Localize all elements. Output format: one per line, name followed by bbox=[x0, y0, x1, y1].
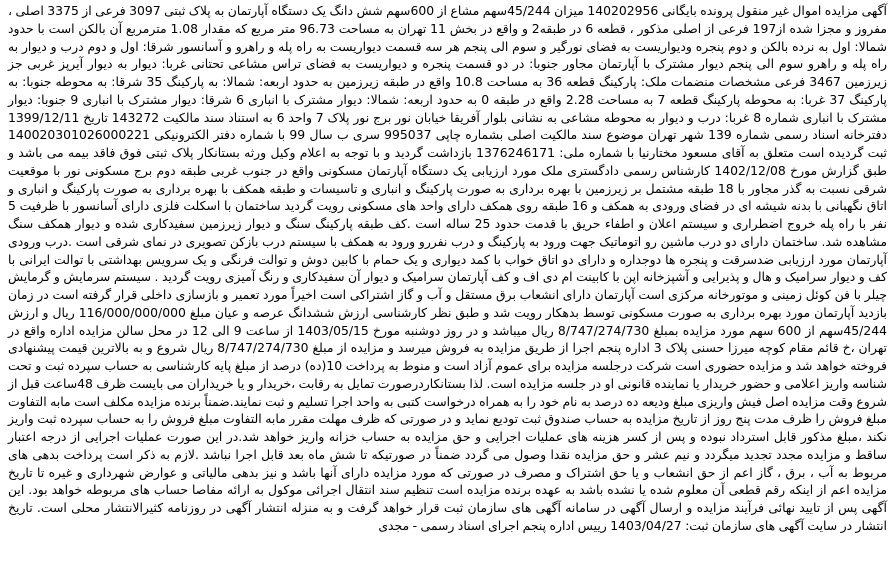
auction-notice-body: آگهی مزایده اموال غیر منقول پرونده بایگانی 140202956 میزان 45/244سهم مشاع از 600سهم شش دانگ یک دستگاه آپارتمان به پلاک ثبتی 3097 فرعی از 3375 اصلی ، مفروز و مجزا شده از197 فرعی از اصلی مذکور ، قطعه 6 در طبقه2 و واقع در بخش 11 تهران به مساحت 96.73 متر مربع که مقدار 1.08 مترمربع آن بالکن است با حدود شمالا: اول به نرده بالکن و دوم پنجره ودیواریست به فضای نورگیر و سوم الی پنجم هر سه قسمت دیواریست به راه پله و راهرو و آسانسور شرقا: اول و دوم درب و دیوار به راه پله و راهرو سوم الی پنجم دیوار مشترک با آپارتمان مجاور جنوبا: در دو قسمت پنجره و دیواریست به فضای تراس مشاعی تحتانی غربا: دیوار به دیوار آیرپز غربی جز زیرزمین 3467 فرعی مشخصات منضمات ملک: پارکینگ قطعه 36 به مساحت 10.8 واقع در طبقه زیرزمین به حدود اربعه: شمالا: به پارکینگ 35 شرقا: به محوطه جنوبا: به پارکینگ 37 غربا: به محوطه پارکینگ قطعه 7 به مساحت 2.28 واقع در طبقه 0 به حدود اربعه: شمالا: دیوار مشترک با انباری 6 شرقا: دیوار مشترک با انباری 9 جنوبا: دیوار مشترک با انباری شماره 8 غربا: درب و دیوار به محوطه مشاعی به نشانی بلوار آفریقا خیابان نور برج نور پلاک 7 واحد 6 به استناد سند مالکیت 143272 تاریخ 1399/12/11 دفترخانه اسناد رسمی شماره 139 شهر تهران موضوع سند مالکیت اصلی بشماره چاپی 995037 سری ب سال 99 با شماره دفتر الکترونیکی 140020301026000221 ثبت گردیده است متعلق به آقای مسعود مختارنیا با شماره ملی: 1376246171 بازداشت گردید و با توجه به اعلام وکیل ورثه بستانکار پلاک ثبتی فوق فاقد بیمه می باشد و طبق گزارش مورخ 1402/12/08 کارشناس رسمی دادگستری ملک مورد ارزیابی یک دستگاه آپارتمان مسکونی واقع در جنوب غربی طبقه دوم برج مسکونی نور با موقعیت شرقی نسبت به گذر مجاور با 18 طبقه مشتمل بر زیرزمین با بهره برداری به صورت پارکینگ و انباری و تاسیسات و طبقه همکف با بهره برداری به صورت پارکینگ و انباری و اتاق نگهبانی با بدنه شیشه ای در فضای ورودی به همکف و 16 طبقه روی همکف دارای واحد های مسکونی رویت گردید ساختمان با اسکلت فلزی دارای آسانسور با ظرفیت 5 نفر با راه پله خروج اضطراری و سیستم اعلان و اطفاء حریق با قدمت حدود 25 ساله است .کف طبقه پارکینگ سنگ و دیوار زیرزمین سفیدکاری شده و دیوار همکف سنگ مشاهده شد. ساختمان دارای دو درب ماشین رو اتوماتیک جهت ورود به پارکینگ و درب نفررو ورود به همکف با سیستم درب بازکن تصویری در نمای شرقی است .درب ورودی آپارتمان مورد ارزیابی ضدسرقت و پنجره ها دوجداره و دارای دو اتاق خواب با کمد دیواری و یک حمام با کابین دوش و توالت فرنگی و یک سرویس بهداشتی با توالت ایرانی با کف و دیوار سرامیک و هال و پذیرایی و آشپزخانه اپن با کابینت ام دی اف و کف آپارتمان سرامیک و دیوار آن سفیدکاری و رنگ آمیزی رویت گردید . سیستم سرمایش و گرمایش چیلر با فن کوئل زمینی و موتورخانه مرکزی است آپارتمان دارای انشعاب برق مستقل و آب و گاز اشتراکی است اخیراً مورد تعمیر و بازسازی داخلی قرار گرفته است در زمان بازدید آپارتمان مورد بهره برداری به صورت مسکونی توسط بدهکار رویت شد و طبق نظر کارشناسی ارزش ششدانگ عرصه و عیان مبلغ 116/000/000/000 ریال و ارزش 45/244سهم از 600 سهم مورد مزایده بمبلغ 8/747/274/730 ریال میباشد و در روز دوشنبه مورخ 1403/05/15 از ساعت 9 الی 12 در محل سالن مزایده اداره واقع در تهران ،خ قائم مقام کوچه میرزا حسنی پلاک 3 اداره پنجم اجرا از طریق مزایده به فروش میرسد و مزایده از مبلغ 8/747/274/730 ریال شروع و به بالاترین قیمت پیشنهادی فروخته خواهد شد و مزایده حضوری است شرکت درجلسه مزایده برای عموم آزاد است و منوط به پرداخت 10(ده) درصد از مبلغ پایه کارشناسی به حساب سپرده ثبت و تحت شناسه واریز اعلامی و حضور خریدار یا نماینده قانونی او در جلسه مزایده است. لذا بستانکاردرصورت تمایل به رقابت ،خریدار و یا خریداران می بایست ظرف 48ساعت قبل از شروع وقت مزایده اصل فیش واریزی مبلغ ودیعه ده درصد به نام خود را به همراه درخواست کتبی به واحد اجرا تسلیم و ثبت نمایند.ضمناً برنده مزایده مکلف است مابه التفاوت مبلغ فروش را ظرف مدت پنج روز از تاریخ مزایده به حساب صندوق ثبت تودیع نماید و در صورتی که ظرف مهلت مقرر مابه التفاوت مبلغ فروش را به حساب سپرده ثبت واریز نکند ،مبلغ مذکور قابل استرداد نبوده و پس از کسر هزینه های عملیات اجرایی و حق مزایده به حساب خزانه واریز خواهد شد.در این صورت عملیات اجرایی از درجه اعتبار ساقط و مزایده مجدد تجدید میگردد و نیم عشر و حق مزایده نقدا وصول می گردد ضمناً در صورتیکه تا شش ماه بعد قابل اجرا نباشد .لازم به ذکر است پرداخت بدهی های مربوط به آب ، برق ، گاز اعم از حق انشعاب و یا حق اشتراک و مصرف در صورتی که مورد مزایده دارای آنها باشد و نیز بدهی مالیاتی و عوارض شهرداری و غیره تا تاریخ مزایده اعم از اینکه رقم قطعی آن معلوم شده یا نشده باشد به عهده برنده مزایده است تنظیم سند انتقال اجرائی موکول به ارائه مفاصا حساب های مربوطه خواهد بود. این آگهی پس از تایید نهائی فرآیند مزایده و ارسال آگهی در سامانه آگهی های سازمان ثبت قرار خواهد گرفت و به منزله انتشار آگهی در روزنامه کثیرالانتشار محلی است. تاریخ انتشار در سایت آگهی های سازمان ثبت: 1403/04/27 رییس اداره پنجم اجرای اسناد رسمی - مجدی bbox=[8, 3, 888, 533]
